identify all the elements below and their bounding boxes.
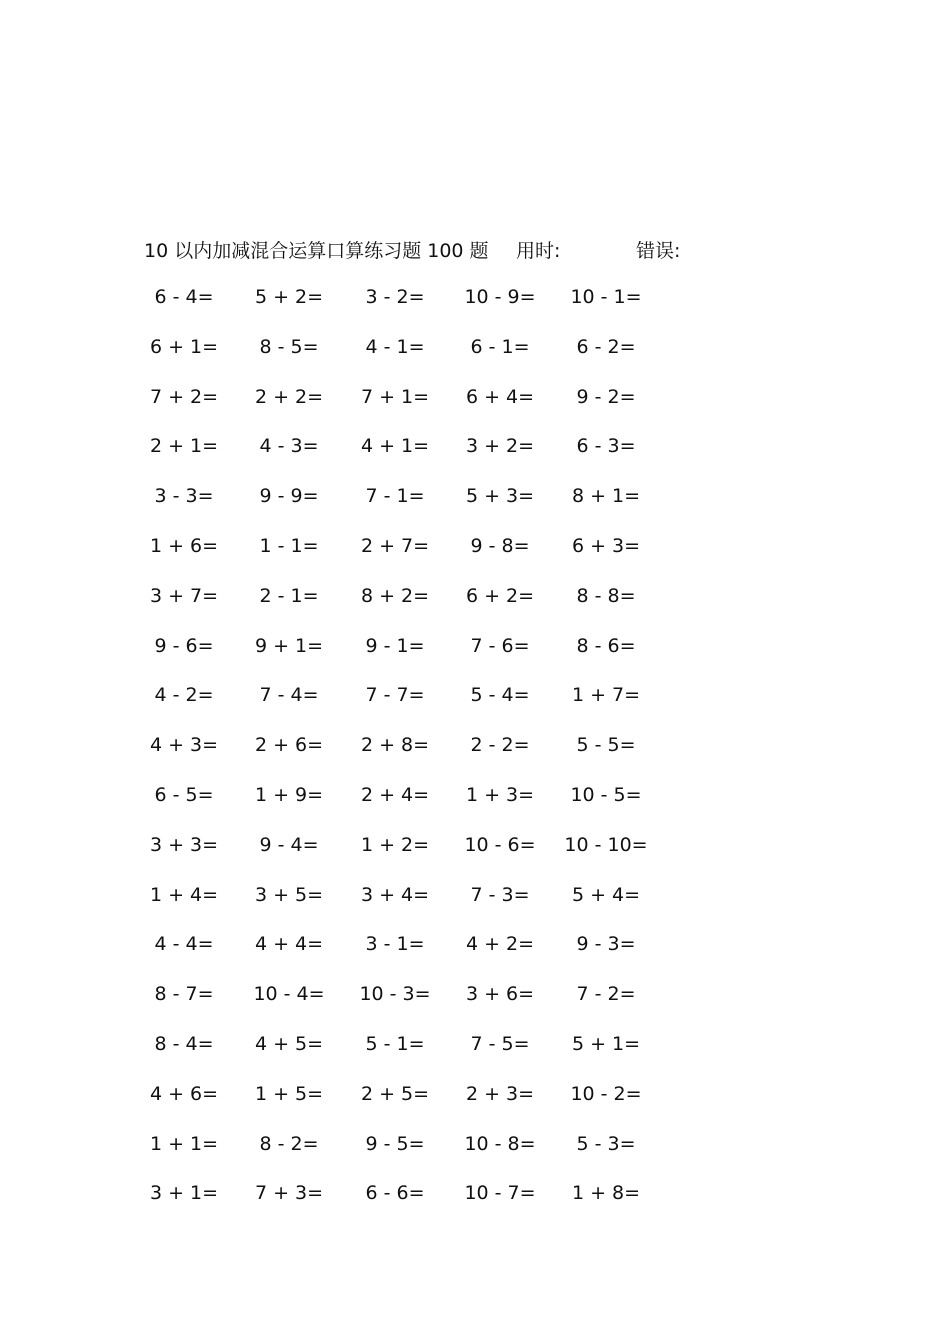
problem-row (0, 983, 950, 1013)
error-label: 错误: (636, 240, 681, 262)
math-problem: 4 + 6= (149, 1082, 219, 1105)
math-problem: 3 + 4= (360, 883, 430, 906)
math-problem: 6 - 5= (154, 784, 214, 806)
math-problem: 2 + 8= (360, 734, 430, 757)
math-problem: 7 + 3= (254, 1182, 324, 1205)
math-problem: 1 + 7= (571, 684, 641, 707)
math-problem: 8 - 6= (576, 634, 636, 657)
math-problem: 4 - 4= (154, 933, 214, 956)
math-problem: 5 - 5= (576, 734, 636, 757)
problem-row (0, 1182, 950, 1212)
math-problem: 10 - 9= (464, 286, 536, 308)
math-problem: 1 + 1= (149, 1132, 219, 1155)
math-problem: 6 + 2= (465, 584, 535, 607)
math-problem: 6 - 1= (470, 335, 530, 358)
math-problem: 3 + 6= (465, 983, 535, 1006)
math-problem: 7 - 3= (470, 883, 530, 906)
math-problem: 4 - 3= (259, 435, 319, 458)
problem-row (0, 485, 950, 515)
math-problem: 7 - 2= (576, 983, 636, 1006)
math-problem: 7 + 1= (360, 385, 430, 408)
math-problem: 5 + 2= (254, 286, 324, 308)
problem-row (0, 336, 950, 366)
math-problem: 1 + 9= (254, 784, 324, 806)
math-problem: 8 - 2= (259, 1132, 319, 1155)
math-problem: 9 - 2= (576, 385, 636, 408)
math-problem: 6 + 1= (149, 335, 219, 358)
math-problem: 4 + 2= (465, 933, 535, 956)
math-problem: 3 + 3= (149, 833, 219, 856)
math-problem: 4 - 2= (154, 684, 214, 707)
math-problem: 1 + 2= (360, 833, 430, 856)
problem-row (0, 386, 950, 416)
time-label: 用时: (516, 240, 561, 262)
math-problem: 7 - 5= (470, 1033, 530, 1055)
worksheet-header (0, 236, 950, 264)
math-problem: 10 - 2= (570, 1082, 642, 1105)
math-problem: 9 + 1= (254, 634, 324, 657)
problem-row (0, 635, 950, 665)
math-problem: 2 + 7= (360, 535, 430, 557)
math-problem: 4 + 1= (360, 435, 430, 458)
math-problem: 1 - 1= (259, 535, 319, 557)
math-problem: 9 - 6= (154, 634, 214, 657)
math-problem: 9 - 5= (365, 1132, 425, 1155)
math-problem: 10 - 4= (253, 983, 325, 1006)
math-problem: 9 - 3= (576, 933, 636, 956)
problem-row (0, 535, 950, 565)
problem-row (0, 585, 950, 615)
problem-row (0, 884, 950, 914)
math-problem: 10 - 1= (570, 286, 642, 308)
math-problem: 4 - 1= (365, 335, 425, 358)
math-problem: 2 - 1= (259, 584, 319, 607)
problem-row (0, 1133, 950, 1163)
math-problem: 3 - 3= (154, 485, 214, 508)
problem-row (0, 684, 950, 714)
math-problem: 5 + 1= (571, 1033, 641, 1055)
math-problem: 2 + 1= (149, 435, 219, 458)
math-problem: 10 - 8= (464, 1132, 536, 1155)
math-problem: 8 - 7= (154, 983, 214, 1006)
math-problem: 6 - 3= (576, 435, 636, 458)
problem-row (0, 933, 950, 963)
math-problem: 10 - 5= (570, 784, 642, 806)
math-problem: 8 - 8= (576, 584, 636, 607)
math-problem: 8 + 2= (360, 584, 430, 607)
problem-row (0, 1083, 950, 1113)
math-problem: 4 + 5= (254, 1033, 324, 1055)
math-problem: 10 - 6= (464, 833, 536, 856)
problem-row (0, 784, 950, 814)
problem-row (0, 286, 950, 316)
math-problem: 2 + 6= (254, 734, 324, 757)
math-problem: 8 - 5= (259, 335, 319, 358)
math-problem: 9 - 9= (259, 485, 319, 508)
math-problem: 4 + 4= (254, 933, 324, 956)
math-problem: 8 + 1= (571, 485, 641, 508)
math-problem: 3 + 7= (149, 584, 219, 607)
math-problem: 3 + 2= (465, 435, 535, 458)
math-problem: 6 - 2= (576, 335, 636, 358)
math-problem: 2 + 4= (360, 784, 430, 806)
math-problem: 3 - 2= (365, 286, 425, 308)
math-problem: 3 + 5= (254, 883, 324, 906)
math-problem: 7 - 1= (365, 485, 425, 508)
math-problem: 6 - 6= (365, 1182, 425, 1205)
math-problem: 10 - 3= (359, 983, 431, 1006)
math-problem: 9 - 4= (259, 833, 319, 856)
problem-row (0, 734, 950, 764)
math-problem: 7 - 6= (470, 634, 530, 657)
math-problem: 5 + 4= (571, 883, 641, 906)
math-problem: 2 + 2= (254, 385, 324, 408)
math-problem: 1 + 4= (149, 883, 219, 906)
math-problem: 7 - 4= (259, 684, 319, 707)
math-problem: 1 + 6= (149, 535, 219, 557)
math-problem: 10 - 10= (564, 833, 648, 856)
math-problem: 1 + 3= (465, 784, 535, 806)
math-problem: 7 - 7= (365, 684, 425, 707)
problem-row (0, 435, 950, 465)
math-problem: 7 + 2= (149, 385, 219, 408)
math-problem: 8 - 4= (154, 1033, 214, 1055)
math-problem: 2 + 5= (360, 1082, 430, 1105)
math-problem: 5 - 4= (470, 684, 530, 707)
math-problem: 5 - 1= (365, 1033, 425, 1055)
worksheet-title: 10 以内加减混合运算口算练习题 100 题 (144, 240, 489, 262)
problem-row (0, 834, 950, 864)
math-problem: 1 + 5= (254, 1082, 324, 1105)
math-problem: 6 + 4= (465, 385, 535, 408)
math-problem: 6 + 3= (571, 535, 641, 557)
math-problem: 1 + 8= (571, 1182, 641, 1205)
math-problem: 9 - 1= (365, 634, 425, 657)
math-problem: 10 - 7= (464, 1182, 536, 1205)
math-problem: 3 + 1= (149, 1182, 219, 1205)
math-problem: 6 - 4= (154, 286, 214, 308)
math-problem: 3 - 1= (365, 933, 425, 956)
math-problem: 2 - 2= (470, 734, 530, 757)
math-problem: 5 - 3= (576, 1132, 636, 1155)
math-problem: 5 + 3= (465, 485, 535, 508)
math-problem: 4 + 3= (149, 734, 219, 757)
problem-row (0, 1033, 950, 1063)
math-problem: 2 + 3= (465, 1082, 535, 1105)
math-problem: 9 - 8= (470, 535, 530, 557)
